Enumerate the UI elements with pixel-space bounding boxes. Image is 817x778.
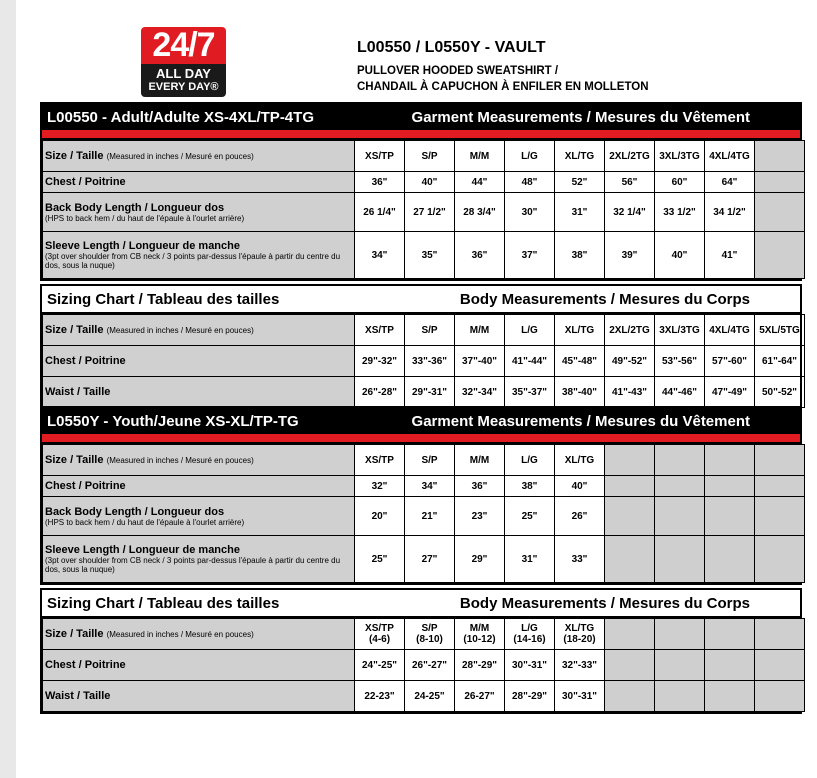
size-label: Size / Taille <box>45 454 104 466</box>
value-cell: 40" <box>655 232 705 279</box>
size-header-cell <box>755 445 805 476</box>
garment-table <box>42 140 805 279</box>
size-name: XS/TP <box>365 623 394 634</box>
red-divider <box>42 434 800 444</box>
value-cell <box>605 476 655 497</box>
value-cell: 35" <box>405 232 455 279</box>
size-header-cell: 4XL/4TG <box>705 315 755 346</box>
garment-table <box>42 444 805 583</box>
size-header-cell: S/P <box>405 315 455 346</box>
value-cell: 20" <box>355 497 405 536</box>
row-label-cell <box>43 172 355 193</box>
value-cell: 24-25" <box>405 681 455 712</box>
value-cell: 56" <box>605 172 655 193</box>
section-header <box>42 104 800 130</box>
value-cell <box>655 650 705 681</box>
value-cell <box>655 476 705 497</box>
value-cell <box>705 650 755 681</box>
size-label-cell <box>43 315 355 346</box>
value-cell <box>655 681 705 712</box>
size-label-cell <box>43 141 355 172</box>
value-cell: 33" <box>555 536 605 583</box>
left-margin-strip <box>0 0 16 778</box>
value-cell: 30"-31" <box>555 681 605 712</box>
value-cell: 32 1/4" <box>605 193 655 232</box>
value-cell: 60" <box>655 172 705 193</box>
size-note: (Measured in inches / Mesuré en pouces) <box>106 456 254 465</box>
value-cell: 64" <box>705 172 755 193</box>
value-cell <box>755 536 805 583</box>
section-header <box>42 590 800 618</box>
value-cell: 45"-48" <box>555 346 605 377</box>
size-header-cell <box>555 619 605 650</box>
value-cell: 38" <box>555 232 605 279</box>
value-cell <box>605 497 655 536</box>
size-age: (8-10) <box>416 634 443 645</box>
measurement-row <box>43 476 805 497</box>
row-label: Chest / Poitrine <box>45 176 126 188</box>
size-name: L/G <box>521 623 538 634</box>
value-cell <box>705 476 755 497</box>
value-cell: 32"-34" <box>455 377 505 408</box>
value-cell: 29"-31" <box>405 377 455 408</box>
row-label: Chest / Poitrine <box>45 355 126 367</box>
size-note: (Measured in inches / Mesuré en pouces) <box>106 630 254 639</box>
value-cell: 38"-40" <box>555 377 605 408</box>
value-cell: 28"-29" <box>505 681 555 712</box>
value-cell: 40" <box>555 476 605 497</box>
row-label-cell <box>43 497 355 536</box>
size-label-cell <box>43 445 355 476</box>
measurement-row <box>43 377 805 408</box>
value-cell: 31" <box>555 193 605 232</box>
measurement-row <box>43 536 805 583</box>
value-cell: 28 3/4" <box>455 193 505 232</box>
row-label-cell <box>43 346 355 377</box>
size-age: (14-16) <box>513 634 546 645</box>
row-note: (HPS to back hem / du haut de l'épaule à l'ourlet arrière) <box>45 213 245 223</box>
size-header-cell: M/M <box>455 315 505 346</box>
value-cell: 53"-56" <box>655 346 705 377</box>
size-header-cell <box>705 619 755 650</box>
size-header-cell <box>705 445 755 476</box>
value-cell <box>755 681 805 712</box>
value-cell: 38" <box>505 476 555 497</box>
row-label: Chest / Poitrine <box>45 480 126 492</box>
row-label-cell <box>43 650 355 681</box>
value-cell: 49"-52" <box>605 346 655 377</box>
value-cell: 29"-32" <box>355 346 405 377</box>
value-cell: 57"-60" <box>705 346 755 377</box>
size-header-cell <box>755 141 805 172</box>
section-subtitle: Garment Measurements / Mesures du Vêtement <box>411 108 750 126</box>
section-subtitle: Garment Measurements / Mesures du Vêtement <box>411 412 750 430</box>
value-cell: 52" <box>555 172 605 193</box>
row-label: Sleeve Length / Longueur de manche <box>45 544 240 556</box>
size-header-cell: 5XL/5TG <box>755 315 805 346</box>
value-cell <box>705 497 755 536</box>
value-cell: 33"-36" <box>405 346 455 377</box>
row-label-cell <box>43 536 355 583</box>
value-cell: 21" <box>405 497 455 536</box>
size-age: (4-6) <box>368 634 391 645</box>
body-table <box>42 314 805 408</box>
size-header-cell <box>505 619 555 650</box>
adult-garment-section <box>40 102 802 281</box>
logo-bottom <box>141 64 226 97</box>
logo-top-text: 24/7 <box>141 27 226 64</box>
value-cell: 41"-43" <box>605 377 655 408</box>
row-label-cell <box>43 476 355 497</box>
row-label: Back Body Length / Longueur dos <box>45 201 225 214</box>
value-cell <box>755 172 805 193</box>
size-note: (Measured in inches / Mesuré en pouces) <box>106 326 254 335</box>
section-subtitle: Body Measurements / Mesures du Corps <box>459 290 750 308</box>
value-cell: 26-27" <box>455 681 505 712</box>
value-cell: 61"-64" <box>755 346 805 377</box>
section-title: L0550Y - Youth/Jeune XS-XL/TP-TG <box>47 412 299 430</box>
value-cell: 36" <box>455 232 505 279</box>
size-header-cell: XS/TP <box>355 445 405 476</box>
measurement-row <box>43 681 805 712</box>
size-header-cell: XL/TG <box>555 315 605 346</box>
value-cell: 22-23" <box>355 681 405 712</box>
size-header-cell <box>405 619 455 650</box>
value-cell: 26"-27" <box>405 650 455 681</box>
value-cell: 32" <box>355 476 405 497</box>
value-cell: 50"-52" <box>755 377 805 408</box>
value-cell: 26" <box>555 497 605 536</box>
size-header-cell <box>355 619 405 650</box>
size-header-cell: M/M <box>455 141 505 172</box>
product-code: L00550 / L0550Y - VAULT <box>357 39 546 56</box>
size-header-cell: L/G <box>505 315 555 346</box>
measurement-row <box>43 346 805 377</box>
value-cell: 27 1/2" <box>405 193 455 232</box>
value-cell <box>755 476 805 497</box>
value-cell <box>605 650 655 681</box>
value-cell <box>605 536 655 583</box>
section-header <box>42 408 800 434</box>
body-table <box>42 618 805 712</box>
measurement-row <box>43 497 805 536</box>
youth-body-section <box>40 588 802 714</box>
size-header-cell: 3XL/3TG <box>655 315 705 346</box>
size-name: M/M <box>469 623 490 634</box>
measurement-row <box>43 650 805 681</box>
value-cell: 44"-46" <box>655 377 705 408</box>
value-cell: 26"-28" <box>355 377 405 408</box>
value-cell: 47"-49" <box>705 377 755 408</box>
measurement-row <box>43 172 805 193</box>
row-label-cell <box>43 681 355 712</box>
logo-line-1: ALL DAY <box>156 66 211 81</box>
logo-line-2: EVERY DAY® <box>148 81 219 93</box>
value-cell: 24"-25" <box>355 650 405 681</box>
size-header-cell <box>655 445 705 476</box>
value-cell: 48" <box>505 172 555 193</box>
size-header-cell: 2XL/2TG <box>605 141 655 172</box>
value-cell: 27" <box>405 536 455 583</box>
value-cell: 40" <box>405 172 455 193</box>
value-cell: 32"-33" <box>555 650 605 681</box>
size-header-cell <box>605 619 655 650</box>
size-header-cell: 3XL/3TG <box>655 141 705 172</box>
size-header-cell: XS/TP <box>355 315 405 346</box>
size-header-row <box>43 445 805 476</box>
value-cell <box>705 681 755 712</box>
section-title: Sizing Chart / Tableau des tailles <box>47 290 280 308</box>
size-label-cell <box>43 619 355 650</box>
value-cell: 36" <box>355 172 405 193</box>
value-cell: 26 1/4" <box>355 193 405 232</box>
row-label-cell <box>43 193 355 232</box>
size-name: S/P <box>421 623 438 634</box>
size-header-cell <box>605 445 655 476</box>
row-label: Waist / Taille <box>45 690 111 702</box>
section-subtitle: Body Measurements / Mesures du Corps <box>459 594 750 612</box>
value-cell: 37" <box>505 232 555 279</box>
size-header-cell <box>655 619 705 650</box>
value-cell: 23" <box>455 497 505 536</box>
value-cell: 29" <box>455 536 505 583</box>
value-cell: 35"-37" <box>505 377 555 408</box>
size-header-cell: L/G <box>505 445 555 476</box>
product-name-fr: CHANDAIL À CAPUCHON À ENFILER EN MOLLETON <box>357 81 649 93</box>
section-header <box>42 286 800 314</box>
value-cell <box>755 193 805 232</box>
product-name-en: PULLOVER HOODED SWEATSHIRT / <box>357 65 559 77</box>
size-header-cell: S/P <box>405 141 455 172</box>
section-title: L00550 - Adult/Adulte XS-4XL/TP-4TG <box>47 108 314 126</box>
value-cell: 25" <box>355 536 405 583</box>
size-header-cell <box>455 619 505 650</box>
value-cell <box>755 232 805 279</box>
value-cell <box>605 681 655 712</box>
value-cell: 28"-29" <box>455 650 505 681</box>
section-title: Sizing Chart / Tableau des tailles <box>47 594 280 612</box>
value-cell <box>755 650 805 681</box>
measurement-row <box>43 193 805 232</box>
row-note: (3pt over shoulder from CB neck / 3 points par-dessus l'épaule à partir du centre du dos, sous la nuque) <box>45 252 341 270</box>
size-header-row <box>43 315 805 346</box>
size-header-cell: L/G <box>505 141 555 172</box>
size-label: Size / Taille <box>45 628 104 640</box>
value-cell: 31" <box>505 536 555 583</box>
size-header-cell <box>755 619 805 650</box>
youth-garment-section <box>40 406 802 585</box>
size-header-cell: XL/TG <box>555 445 605 476</box>
value-cell: 41" <box>705 232 755 279</box>
size-label: Size / Taille <box>45 324 104 336</box>
value-cell: 34 1/2" <box>705 193 755 232</box>
size-age: (10-12) <box>463 634 496 645</box>
row-label: Chest / Poitrine <box>45 659 126 671</box>
row-label: Back Body Length / Longueur dos <box>45 505 225 518</box>
size-label: Size / Taille <box>45 150 104 162</box>
row-note: (3pt over shoulder from CB neck / 3 points par-dessus l'épaule à partir du centre du dos, sous la nuque) <box>45 556 341 574</box>
value-cell <box>655 497 705 536</box>
size-note: (Measured in inches / Mesuré en pouces) <box>106 152 254 161</box>
size-header-row <box>43 141 805 172</box>
size-header-cell: 4XL/4TG <box>705 141 755 172</box>
value-cell <box>705 536 755 583</box>
value-cell: 37"-40" <box>455 346 505 377</box>
value-cell <box>655 536 705 583</box>
row-label: Sleeve Length / Longueur de manche <box>45 240 240 252</box>
size-header-cell: M/M <box>455 445 505 476</box>
value-cell: 30"-31" <box>505 650 555 681</box>
size-age: (18-20) <box>563 634 596 645</box>
value-cell: 33 1/2" <box>655 193 705 232</box>
value-cell: 34" <box>405 476 455 497</box>
row-label: Waist / Taille <box>45 386 111 398</box>
row-note: (HPS to back hem / du haut de l'épaule à l'ourlet arrière) <box>45 517 245 527</box>
value-cell: 41"-44" <box>505 346 555 377</box>
row-label-cell <box>43 377 355 408</box>
row-label-cell <box>43 232 355 279</box>
value-cell: 25" <box>505 497 555 536</box>
value-cell <box>755 497 805 536</box>
size-header-cell: 2XL/2TG <box>605 315 655 346</box>
size-header-cell: XL/TG <box>555 141 605 172</box>
measurement-row <box>43 232 805 279</box>
size-header-row <box>43 619 805 650</box>
red-divider <box>42 130 800 140</box>
value-cell: 44" <box>455 172 505 193</box>
value-cell: 30" <box>505 193 555 232</box>
size-name: XL/TG <box>564 623 595 634</box>
adult-body-section <box>40 284 802 410</box>
value-cell: 34" <box>355 232 405 279</box>
value-cell: 36" <box>455 476 505 497</box>
brand-logo <box>141 27 226 97</box>
size-header-cell: S/P <box>405 445 455 476</box>
value-cell: 39" <box>605 232 655 279</box>
size-header-cell: XS/TP <box>355 141 405 172</box>
